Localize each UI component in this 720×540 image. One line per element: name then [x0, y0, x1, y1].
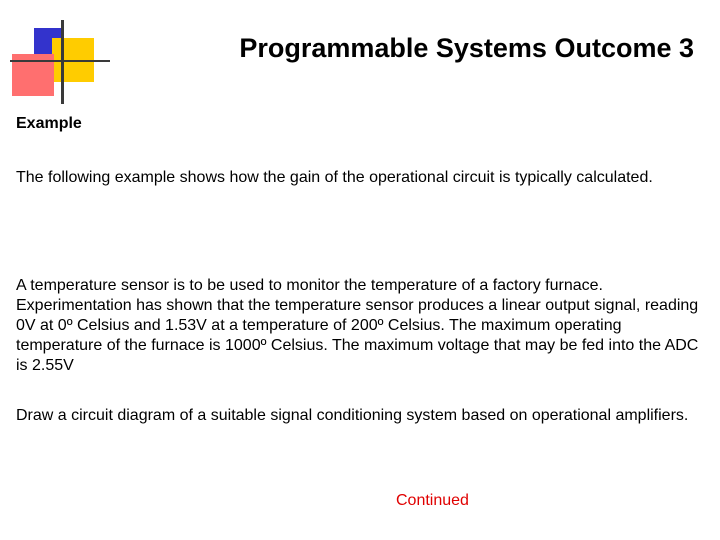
problem-paragraph: A temperature sensor is to be used to monitor the temperature of a factory furnace. Experimentation has shown that the temperature sensor produces a linear output signal, reading 0V at 0º Celsius and 1.53V at a temperature of 200º Celsius. The maximum operating temperature of the furnace is 1000º Celsius. The maximum voltage that may be fed into the ADC is 2.55V [16, 277, 699, 374]
logo-horizontal-line [10, 60, 110, 62]
slide-title: Programmable Systems Outcome 3 [239, 33, 694, 63]
section-heading: Example [16, 115, 82, 132]
task-paragraph: Draw a circuit diagram of a suitable signal conditioning system based on operational amplifiers. [16, 407, 689, 424]
logo-vertical-line [61, 20, 64, 104]
intro-paragraph: The following example shows how the gain of the operational circuit is typically calculated. [16, 169, 653, 186]
decorative-logo [0, 0, 110, 110]
continued-link[interactable]: Continued [396, 492, 469, 509]
